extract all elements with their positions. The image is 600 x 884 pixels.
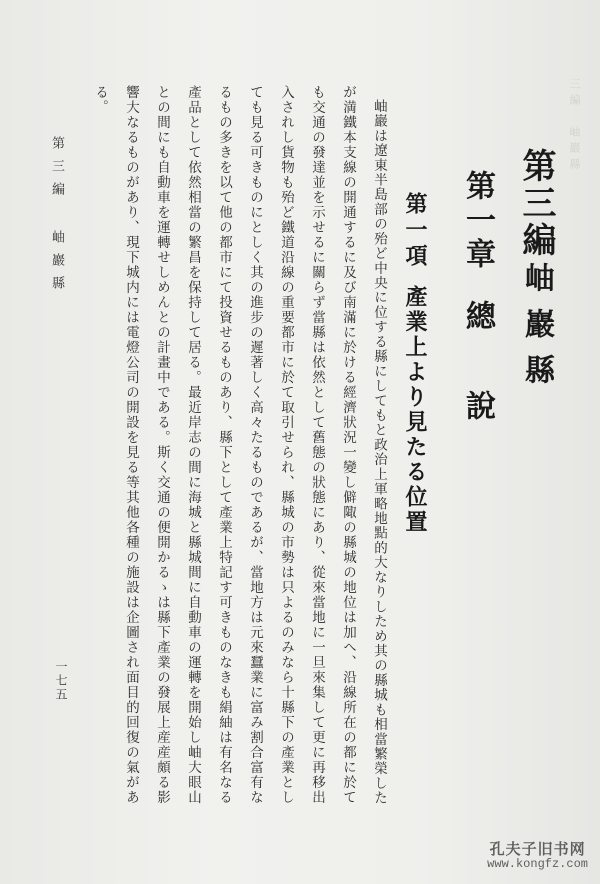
body-paragraph: 岫巖は遼東半島部の殆ど中央に位する縣にしてもと政治上軍略地點的大なりしため其の縣城も相當繁榮したが満鐵本支線の開通するに及び南滿に於ける經濟狀況一變し僻陬の縣城の地位は加へ、沿線所在の都に於ても交通の發達並を示せるに關らず當縣は依然として舊態の狀態にあり、從來當地に一旦來集して更に再移出入されし貨物も殆ど鐵道沿線の重要都市に於て取引せられ、縣城の市勢は只よるのみなら十縣下の產業としても見る可きものにとしく其の進步の遲著しく高々たるものであるが、當地方は元來蠶業に富み割合富有なるもの多きを以て他の都市にて投資せるものあり、縣下として產業上特記す可きものなきも絹紬は有名なる產品として依然相當の繁昌を保持して居る。最近岸志の間に海城と縣城間に自動車の運轉を開始し岫大眼山との間にも自動車を運轉せしめんとの計畫中である。斯く交通の便開かるゝは縣下產業の發展上産産頗る影響大なるものがあり、現下城内には電燈公司の開設を見る等其他各種の施設は企圖され面目的回復の氣がある。 xyxy=(92,85,387,805)
section-title: 第三編 xyxy=(516,148,556,259)
chapter-name: 總說 xyxy=(460,300,495,480)
watermark-url: www.kongfz.com xyxy=(487,857,588,872)
body-text xyxy=(84,85,394,805)
section-name: 岫巖縣 xyxy=(519,262,554,400)
running-header: 第三編 岫巖縣 xyxy=(49,136,64,299)
watermark-text: 孔夫子旧书网 xyxy=(489,840,586,858)
subsection-name: 產業上より見たる位置 xyxy=(402,285,428,535)
watermark xyxy=(487,841,588,872)
subsection-label: 第一項 xyxy=(402,192,428,270)
page-number: 一七五 xyxy=(54,660,68,702)
chapter-label: 第一章 xyxy=(460,170,495,272)
bleed-through-text: 三編 岫巖縣 xyxy=(568,78,581,174)
